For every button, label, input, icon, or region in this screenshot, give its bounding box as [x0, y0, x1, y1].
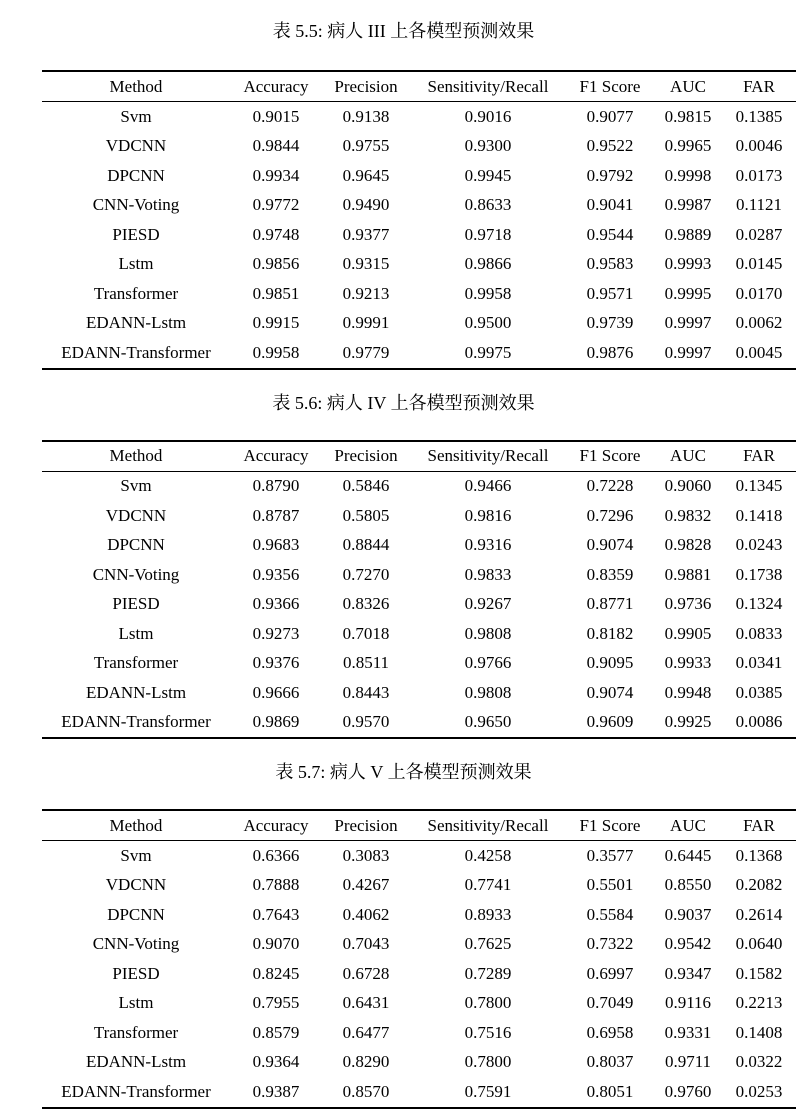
metric-cell: 0.9958 [464, 283, 512, 303]
metric-cell: 0.9997 [664, 342, 712, 362]
metric-cell: 0.9905 [664, 623, 712, 643]
metric-cell: 0.7049 [586, 993, 634, 1013]
metric-cell: 0.0145 [735, 254, 783, 274]
metric-cell: 0.9792 [586, 165, 634, 185]
column-header: Precision [334, 446, 398, 465]
metric-cell: 0.5584 [586, 904, 634, 924]
metric-cell: 0.9138 [342, 106, 390, 126]
metric-cell: 0.0086 [735, 712, 783, 732]
column-header: AUC [670, 815, 706, 835]
method-cell: Transformer [93, 653, 179, 673]
column-header: AUC [670, 76, 706, 96]
metric-cell: 0.9889 [664, 224, 712, 244]
metric-cell: 0.5501 [586, 875, 634, 895]
metric-cell: 0.9808 [464, 682, 512, 702]
metric-cell: 0.1738 [735, 564, 783, 584]
metric-cell: 0.7296 [586, 505, 634, 525]
metric-cell: 0.8326 [342, 594, 390, 614]
metric-cell: 0.9766 [464, 653, 512, 673]
table-row [42, 161, 796, 191]
metric-cell: 0.9650 [464, 712, 512, 732]
metric-cell: 0.9975 [464, 342, 512, 362]
table-caption-5-5: 表 5.5: 病人 III 上各模型预测效果 [272, 21, 535, 41]
metric-cell: 0.8037 [586, 1052, 634, 1072]
metric-cell: 0.8443 [342, 682, 390, 702]
metric-cell: 0.2082 [735, 875, 783, 895]
header-row [42, 441, 796, 472]
table-row [42, 560, 796, 590]
table-row [42, 708, 796, 739]
metric-cell: 0.7516 [464, 1022, 512, 1042]
table-row [42, 220, 796, 250]
method-cell: DPCNN [107, 904, 165, 924]
method-cell: CNN-Voting [92, 564, 180, 584]
table-row [42, 250, 796, 280]
metric-cell: 0.9037 [664, 904, 712, 924]
metric-cell: 0.3577 [586, 845, 634, 865]
metric-cell: 0.8771 [586, 594, 634, 614]
method-cell: CNN-Voting [92, 934, 180, 954]
metric-cell: 0.8579 [252, 1022, 300, 1042]
metric-cell: 0.7322 [586, 934, 634, 954]
metric-cell: 0.7643 [252, 904, 300, 924]
metric-cell: 0.6728 [342, 963, 390, 983]
metric-cell: 0.9060 [664, 476, 712, 496]
method-cell: PIESD [112, 594, 160, 614]
table-section-5-5 [0, 0, 807, 370]
method-cell: EDANN-Transformer [61, 342, 211, 362]
table-row [42, 619, 796, 649]
method-cell: Svm [120, 106, 152, 126]
table-row [42, 959, 796, 989]
metric-cell: 0.1324 [735, 594, 783, 614]
metric-cell: 0.8182 [586, 623, 634, 643]
metric-cell: 0.8051 [586, 1081, 634, 1101]
metric-cell: 0.9958 [252, 342, 300, 362]
metric-cell: 0.9213 [342, 283, 390, 303]
metric-cell: 0.9074 [586, 535, 634, 555]
metric-cell: 0.9997 [664, 313, 712, 333]
metric-cell: 0.7888 [252, 875, 300, 895]
table-row [42, 191, 796, 221]
method-cell: VDCNN [105, 875, 167, 895]
table-row [42, 678, 796, 708]
metric-cell: 0.9933 [664, 653, 712, 673]
metric-cell: 0.9500 [464, 313, 512, 333]
metric-cell: 0.9377 [342, 224, 390, 244]
method-cell: VDCNN [105, 505, 167, 525]
method-cell: Lstm [118, 254, 154, 274]
metric-cell: 0.0062 [735, 313, 783, 333]
column-header: F1 Score [579, 76, 641, 96]
metric-cell: 0.7289 [464, 963, 512, 983]
metric-cell: 0.9077 [586, 106, 634, 126]
metric-cell: 0.1418 [735, 505, 783, 525]
metric-cell: 0.0253 [735, 1081, 783, 1101]
metric-cell: 0.7800 [464, 993, 512, 1013]
method-cell: EDANN-Lstm [85, 1052, 187, 1072]
method-cell: VDCNN [105, 136, 167, 156]
metric-cell: 0.9074 [586, 682, 634, 702]
table-row [42, 1018, 796, 1048]
metric-cell: 0.9760 [664, 1081, 712, 1101]
column-header: AUC [670, 446, 706, 465]
metric-cell: 0.4258 [464, 845, 512, 865]
column-header: Sensitivity/Recall [427, 446, 549, 465]
metric-cell: 0.7741 [464, 875, 512, 895]
metric-cell: 0.9376 [252, 653, 300, 673]
method-cell: Lstm [118, 993, 154, 1013]
column-header: Method [109, 76, 163, 96]
table-row [42, 1077, 796, 1108]
metric-cell: 0.9993 [664, 254, 712, 274]
table-row [42, 279, 796, 309]
metric-cell: 0.9331 [664, 1022, 712, 1042]
table-row [42, 501, 796, 531]
metric-cell: 0.7018 [342, 623, 390, 643]
metric-cell: 0.5846 [342, 476, 390, 496]
metric-cell: 0.9965 [664, 136, 712, 156]
metric-cell: 0.9300 [464, 136, 512, 156]
column-header: Method [109, 815, 163, 835]
method-cell: Transformer [93, 1022, 179, 1042]
table-row [42, 900, 796, 930]
metric-cell: 0.9116 [664, 993, 712, 1013]
metric-cell: 0.9856 [252, 254, 300, 274]
column-header: Precision [334, 815, 398, 835]
table-row [42, 1048, 796, 1078]
metric-cell: 0.2614 [735, 904, 783, 924]
metric-cell: 0.7228 [586, 476, 634, 496]
metric-cell: 0.9544 [586, 224, 634, 244]
metric-cell: 0.9869 [252, 712, 300, 732]
metric-cell: 0.8550 [664, 875, 712, 895]
metric-cell: 0.0287 [735, 224, 783, 244]
metric-cell: 0.9711 [664, 1052, 712, 1072]
metric-cell: 0.9666 [252, 682, 300, 702]
table-section-5-7 [0, 739, 807, 1109]
metric-cell: 0.9844 [252, 136, 300, 156]
metric-cell: 0.9998 [664, 165, 712, 185]
metric-cell: 0.9881 [664, 564, 712, 584]
metric-cell: 0.7043 [342, 934, 390, 954]
metric-cell: 0.1408 [735, 1022, 783, 1042]
metric-cell: 0.9315 [342, 254, 390, 274]
metric-cell: 0.9876 [586, 342, 634, 362]
metric-cell: 0.9739 [586, 313, 634, 333]
table-row [42, 531, 796, 561]
column-header: F1 Score [579, 446, 641, 465]
column-header: Sensitivity/Recall [427, 76, 549, 96]
metric-cell: 0.9987 [664, 195, 712, 215]
metric-cell: 0.6997 [586, 963, 634, 983]
metric-cell: 0.9387 [252, 1081, 300, 1101]
table-row [42, 649, 796, 679]
column-header: FAR [743, 446, 775, 465]
metric-cell: 0.7800 [464, 1052, 512, 1072]
metric-cell: 0.7625 [464, 934, 512, 954]
results-table-5-6 [42, 440, 796, 740]
metric-cell: 0.9347 [664, 963, 712, 983]
metric-cell: 0.9945 [464, 165, 512, 185]
metric-cell: 0.8790 [252, 476, 300, 496]
metric-cell: 0.9490 [342, 195, 390, 215]
metric-cell: 0.9925 [664, 712, 712, 732]
metric-cell: 0.0173 [735, 165, 783, 185]
method-cell: EDANN-Lstm [85, 682, 187, 702]
metric-cell: 0.6958 [586, 1022, 634, 1042]
metric-cell: 0.8245 [252, 963, 300, 983]
column-header: Sensitivity/Recall [427, 815, 549, 835]
metric-cell: 0.9832 [664, 505, 712, 525]
table-row [42, 590, 796, 620]
table-row [42, 309, 796, 339]
metric-cell: 0.8787 [252, 505, 300, 525]
metric-cell: 0.0833 [735, 623, 783, 643]
metric-cell: 0.7591 [464, 1081, 512, 1101]
metric-cell: 0.1385 [735, 106, 783, 126]
header-row [42, 810, 796, 841]
metric-cell: 0.9583 [586, 254, 634, 274]
metric-cell: 0.9609 [586, 712, 634, 732]
metric-cell: 0.9736 [664, 594, 712, 614]
metric-cell: 0.1582 [735, 963, 783, 983]
method-cell: DPCNN [107, 165, 165, 185]
metric-cell: 0.8290 [342, 1052, 390, 1072]
method-cell: DPCNN [107, 535, 165, 555]
method-cell: PIESD [112, 963, 160, 983]
metric-cell: 0.6431 [342, 993, 390, 1013]
metric-cell: 0.9070 [252, 934, 300, 954]
metric-cell: 0.1345 [735, 476, 783, 496]
header-row [42, 71, 796, 102]
metric-cell: 0.9718 [464, 224, 512, 244]
metric-cell: 0.3083 [342, 845, 390, 865]
method-cell: EDANN-Transformer [61, 1081, 211, 1101]
metric-cell: 0.9016 [464, 106, 512, 126]
metric-cell: 0.2213 [735, 993, 783, 1013]
metric-cell: 0.9851 [252, 283, 300, 303]
table-caption-5-7: 表 5.7: 病人 V 上各模型预测效果 [275, 762, 532, 782]
metric-cell: 0.7955 [252, 993, 300, 1013]
metric-cell: 0.9015 [252, 106, 300, 126]
metric-cell: 0.9748 [252, 224, 300, 244]
metric-cell: 0.8844 [342, 535, 390, 555]
metric-cell: 0.9779 [342, 342, 390, 362]
table-row [42, 841, 796, 871]
results-table-5-5 [42, 70, 796, 370]
column-header: Accuracy [243, 815, 309, 835]
metric-cell: 0.7270 [342, 564, 390, 584]
metric-cell: 0.9316 [464, 535, 512, 555]
metric-cell: 0.9948 [664, 682, 712, 702]
metric-cell: 0.0341 [735, 653, 783, 673]
metric-cell: 0.0322 [735, 1052, 783, 1072]
metric-cell: 0.9815 [664, 106, 712, 126]
metric-cell: 0.9273 [252, 623, 300, 643]
metric-cell: 0.9833 [464, 564, 512, 584]
method-cell: CNN-Voting [92, 195, 180, 215]
metric-cell: 0.9828 [664, 535, 712, 555]
column-header: FAR [743, 76, 775, 96]
metric-cell: 0.9095 [586, 653, 634, 673]
method-cell: Lstm [118, 623, 154, 643]
metric-cell: 0.6366 [252, 845, 300, 865]
metric-cell: 0.9364 [252, 1052, 300, 1072]
metric-cell: 0.6445 [664, 845, 712, 865]
table-row [42, 132, 796, 162]
metric-cell: 0.1121 [735, 195, 783, 215]
method-cell: Transformer [93, 283, 179, 303]
metric-cell: 0.0045 [735, 342, 783, 362]
metric-cell: 0.0243 [735, 535, 783, 555]
metric-cell: 0.9995 [664, 283, 712, 303]
metric-cell: 0.9934 [252, 165, 300, 185]
metric-cell: 0.0640 [735, 934, 783, 954]
metric-cell: 0.0046 [735, 136, 783, 156]
method-cell: EDANN-Transformer [61, 712, 211, 732]
metric-cell: 0.9041 [586, 195, 634, 215]
metric-cell: 0.8633 [464, 195, 512, 215]
column-header: Method [109, 446, 163, 465]
metric-cell: 0.8359 [586, 564, 634, 584]
metric-cell: 0.4267 [342, 875, 390, 895]
table-row [42, 989, 796, 1019]
metric-cell: 0.9755 [342, 136, 390, 156]
column-header: Accuracy [243, 446, 309, 465]
metric-cell: 0.4062 [342, 904, 390, 924]
metric-cell: 0.8511 [342, 653, 390, 673]
metric-cell: 0.9570 [342, 712, 390, 732]
metric-cell: 0.8933 [464, 904, 512, 924]
metric-cell: 0.9645 [342, 165, 390, 185]
results-table-5-7 [42, 809, 796, 1109]
method-cell: Svm [120, 845, 152, 865]
metric-cell: 0.9267 [464, 594, 512, 614]
metric-cell: 0.9366 [252, 594, 300, 614]
table-row [42, 471, 796, 501]
metric-cell: 0.9356 [252, 564, 300, 584]
metric-cell: 0.5805 [342, 505, 390, 525]
table-row [42, 102, 796, 132]
metric-cell: 0.0385 [735, 682, 783, 702]
table-caption-5-6: 表 5.6: 病人 IV 上各模型预测效果 [272, 392, 535, 413]
table-row [42, 871, 796, 901]
metric-cell: 0.9915 [252, 313, 300, 333]
column-header: FAR [743, 815, 775, 835]
table-row [42, 930, 796, 960]
metric-cell: 0.8570 [342, 1081, 390, 1101]
column-header: F1 Score [579, 815, 641, 835]
metric-cell: 0.9542 [664, 934, 712, 954]
metric-cell: 0.6477 [342, 1022, 390, 1042]
metric-cell: 0.9808 [464, 623, 512, 643]
table-section-5-6 [0, 370, 807, 740]
metric-cell: 0.9772 [252, 195, 300, 215]
method-cell: Svm [120, 476, 152, 496]
metric-cell: 0.1368 [735, 845, 783, 865]
method-cell: EDANN-Lstm [85, 313, 187, 333]
table-row [42, 338, 796, 369]
method-cell: PIESD [112, 224, 160, 244]
metric-cell: 0.9991 [342, 313, 390, 333]
metric-cell: 0.9466 [464, 476, 512, 496]
metric-cell: 0.9866 [464, 254, 512, 274]
column-header: Precision [334, 76, 398, 96]
metric-cell: 0.9683 [252, 535, 300, 555]
metric-cell: 0.9522 [586, 136, 634, 156]
metric-cell: 0.9571 [586, 283, 634, 303]
metric-cell: 0.0170 [735, 283, 783, 303]
column-header: Accuracy [243, 76, 309, 96]
metric-cell: 0.9816 [464, 505, 512, 525]
